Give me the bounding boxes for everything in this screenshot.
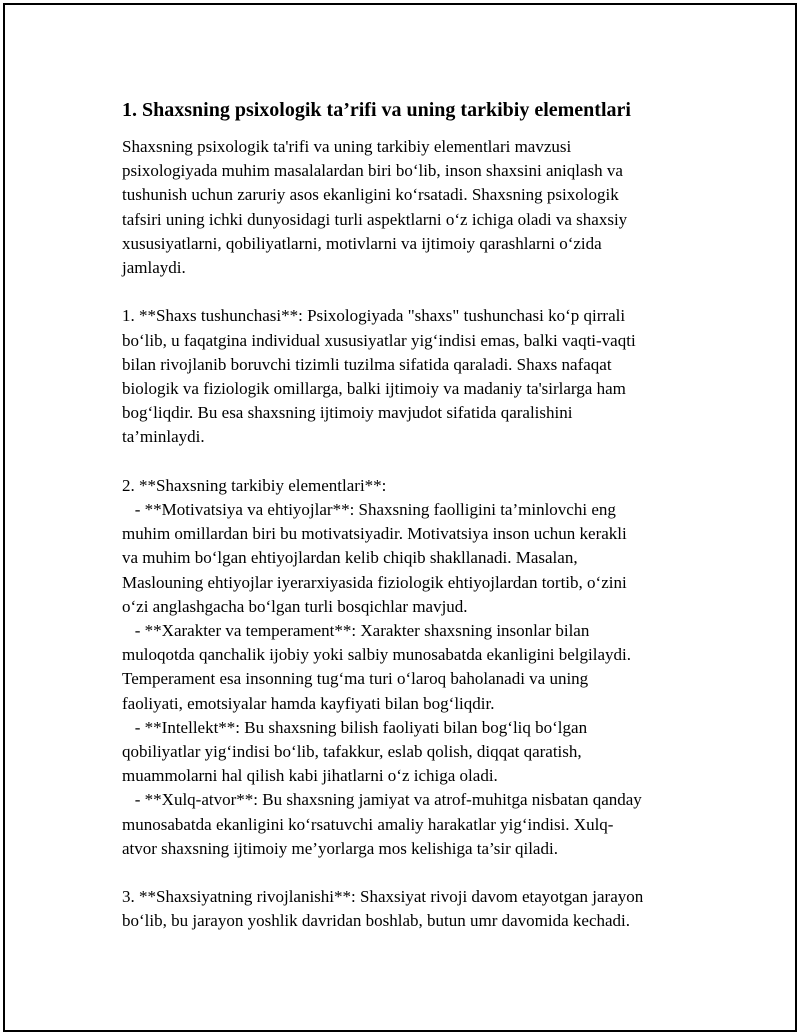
text-line: tafsiri uning ichki dunyosidagi turli aspektlarni o‘z ichiga oladi va shaxsiy [122, 209, 628, 229]
paragraph [122, 135, 722, 280]
text-line: - **Intellekt**: Bu shaxsning bilish faoliyati bilan bog‘liq bo‘lgan [122, 717, 588, 737]
text-line: Maslouning ehtiyojlar iyerarxiyasida fiziologik ehtiyojlardan tortib, o‘zini [122, 572, 627, 592]
text-line: - **Motivatsiya va ehtiyojlar**: Shaxsning faolligini ta’minlovchi eng [122, 500, 616, 520]
text-line: o‘zi anglashgacha bo‘lgan turli bosqichlar mavjud. [122, 596, 468, 616]
text-line: ta’minlaydi. [122, 427, 205, 447]
text-line: muammolarni hal qilish kabi jihatlarni o‘z ichiga oladi. [122, 766, 498, 786]
document-title: 1. Shaxsning psixologik ta’rifi va uning tarkibiy elementlari [122, 99, 631, 121]
text-line: 3. **Shaxsiyatning rivojlanishi**: Shaxsiyat rivoji davom etayotgan jarayon [122, 887, 644, 907]
text-line: - **Xulq-atvor**: Bu shaxsning jamiyat va atrof-muhitga nisbatan qanday [122, 790, 642, 810]
text-line: muloqotda qanchalik ijobiy yoki salbiy munosabatda ekanligini belgilaydi. [122, 645, 631, 665]
text-line: atvor shaxsning ijtimoiy me’yorlarga mos kelishiga ta’sir qiladi. [122, 838, 558, 858]
paragraph [122, 304, 722, 449]
text-line: faoliyati, emotsiyalar hamda kayfiyati bilan bog‘liqdir. [122, 693, 495, 713]
paragraph [122, 474, 722, 861]
page-frame [3, 3, 797, 1032]
text-line: bo‘lib, bu jarayon yoshlik davridan boshlab, butun umr davomida kechadi. [122, 911, 631, 931]
text-line: tushunish uchun zaruriy asos ekanligini ko‘rsatadi. Shaxsning psixologik [122, 185, 619, 205]
document-body [122, 97, 722, 934]
text-line: Temperament esa insonning tug‘ma turi o‘laroq baholanadi va uning [122, 669, 589, 689]
text-line: va muhim bo‘lgan ehtiyojlardan kelib chiqib shakllanadi. Masalan, [122, 548, 578, 568]
paragraph-gap [122, 861, 722, 885]
text-line: - **Xarakter va temperament**: Xarakter shaxsning insonlar bilan [122, 621, 590, 641]
text-line: munosabatda ekanligini ko‘rsatuvchi amaliy harakatlar yig‘indisi. Xulq- [122, 814, 614, 834]
text-line: psixologiyada muhim masalalardan biri bo‘lib, inson shaxsini aniqlash va [122, 161, 623, 181]
paragraphs-container [122, 135, 722, 934]
text-line: qobiliyatlar yig‘indisi bo‘lib, tafakkur, eslab qolish, diqqat qaratish, [122, 742, 582, 762]
paragraph-gap [122, 280, 722, 304]
text-line: muhim omillardan biri bu motivatsiyadir. Motivatsiya inson uchun kerakli [122, 524, 627, 544]
text-line: xususiyatlarni, qobiliyatlarni, motivlarni va ijtimoiy qarashlarni o‘zida [122, 233, 602, 253]
paragraph [122, 885, 722, 933]
paragraph-gap [122, 450, 722, 474]
text-line: Shaxsning psixologik ta'rifi va uning tarkibiy elementlari mavzusi [122, 137, 572, 156]
text-line: 1. **Shaxs tushunchasi**: Psixologiyada "shaxs" tushunchasi ko‘p qirrali [122, 306, 626, 326]
text-line: bog‘liqdir. Bu esa shaxsning ijtimoiy mavjudot sifatida qaralishini [122, 403, 573, 423]
text-line: biologik va fiziologik omillarga, balki ijtimoiy va madaniy ta'sirlarga ham [122, 379, 626, 399]
text-line: bo‘lib, u faqatgina individual xususiyatlar yig‘indisi emas, balki vaqti-vaqti [122, 330, 636, 350]
text-line: bilan rivojlanib boruvchi tizimli tuzilma sifatida qaraladi. Shaxs nafaqat [122, 354, 612, 374]
text-line: jamlaydi. [122, 258, 186, 278]
text-line: 2. **Shaxsning tarkibiy elementlari**: [122, 475, 387, 495]
